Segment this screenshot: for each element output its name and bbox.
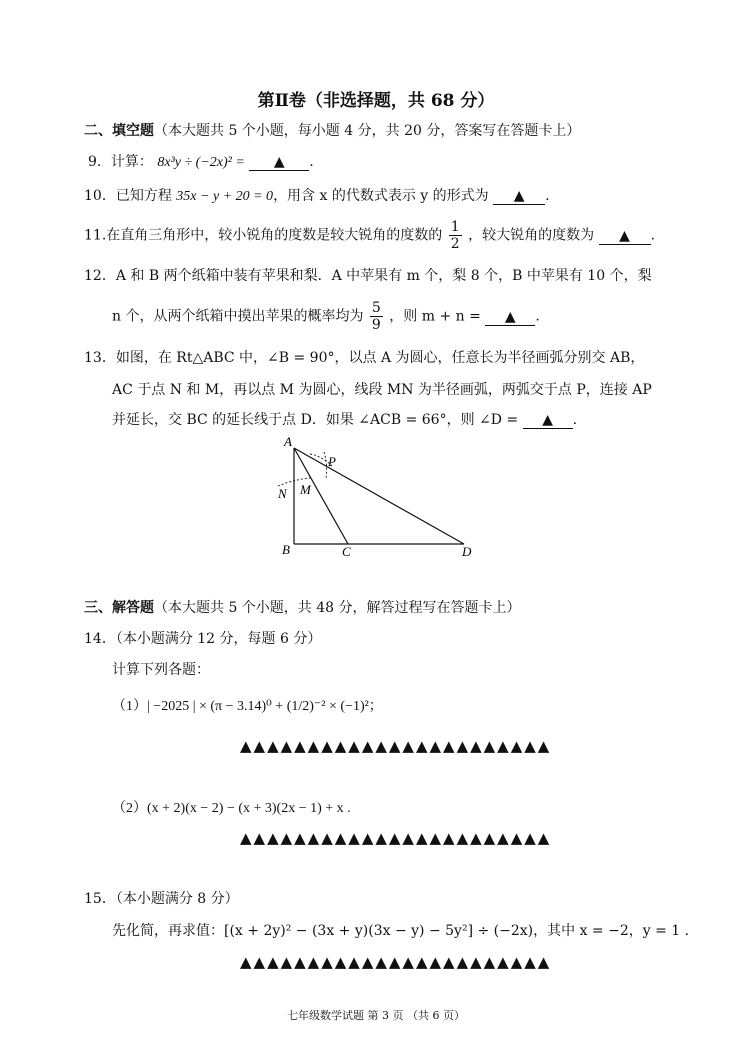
q12-period: . <box>535 308 540 325</box>
q11-number: 11. <box>84 227 107 244</box>
q11-fraction <box>449 219 462 252</box>
section3-heading: 三、解答题 <box>84 600 154 616</box>
section2-heading: 二、填空题 <box>84 123 154 139</box>
label-M: M <box>300 482 311 497</box>
label-D: D <box>462 544 472 559</box>
q13-answer-blank[interactable]: ▲ <box>523 412 573 429</box>
question-13-line1 <box>84 347 644 367</box>
label-P: P <box>328 454 336 469</box>
question-14-header <box>84 628 321 648</box>
section-title: 第Ⅱ卷（非选择题，共 68 分） <box>257 91 495 111</box>
q12-line2-mid: ，则 m + n = <box>389 308 481 325</box>
q15-answer-area[interactable]: ▲▲▲▲▲▲▲▲▲▲▲▲▲▲▲▲▲▲▲▲▲▲▲ <box>240 953 552 971</box>
label-A: A <box>284 434 292 449</box>
q14-intro: 计算下列各题： <box>112 662 210 678</box>
question-9 <box>88 151 314 171</box>
q13-number: 13． <box>84 350 116 366</box>
question-12-line1 <box>84 265 652 285</box>
q13-line3-pre: 并延长，交 BC 的延长线于点 D．如果 ∠ACB = 66°，则 ∠D = <box>112 412 519 428</box>
page-footer: 七年级数学试题 第 3 页 （共 6 页） <box>287 1009 465 1022</box>
question-10 <box>84 185 550 205</box>
q9-number: 9． <box>88 154 111 170</box>
q12-frac-denominator: 9 <box>371 317 381 333</box>
q15-text: 先化简，再求值：[(x + 2y)² − (3x + y)(3x − y) − 5y²] ÷ (−2x)，其中 x = −2，y = 1 . <box>112 923 690 939</box>
label-N: N <box>278 486 287 501</box>
section2-header <box>84 120 580 140</box>
q13-figure <box>270 432 490 562</box>
q10-mid: ，用含 x 的代数式表示 y 的形式为 <box>273 188 489 204</box>
q9-expression: 8x³y ÷ (−2x)² = <box>157 155 245 170</box>
q11-mid: ，较大锐角的度数为 <box>468 227 595 244</box>
q11-pre: 在直角三角形中，较小锐角的度数是较大锐角的度数的 <box>106 227 443 244</box>
q12-number: 12． <box>84 268 116 284</box>
q10-answer-blank[interactable]: ▲ <box>493 188 545 205</box>
q11-frac-numerator: 1 <box>450 219 460 235</box>
q13-line2: AC 于点 N 和 M，再以点 M 为圆心，线段 MN 为半径画弧，两弧交于点 P，连接 AP <box>112 382 652 398</box>
q10-number: 10． <box>84 188 116 204</box>
q13-period: . <box>572 412 578 428</box>
section3-note: （本大题共 5 个小题，共 48 分，解答过程写在答题卡上） <box>154 600 521 616</box>
q9-period: . <box>309 154 314 170</box>
question-13-line3 <box>112 409 577 429</box>
label-B: B <box>282 542 290 557</box>
q12-line2-pre: n 个，从两个纸箱中摸出苹果的概率均为 <box>112 308 364 325</box>
section2-note: （本大题共 5 个小题，每小题 4 分，共 20 分，答案写在答题卡上） <box>154 123 581 139</box>
q9-pre: 计算： <box>110 154 153 170</box>
q14-part2-answer-area[interactable]: ▲▲▲▲▲▲▲▲▲▲▲▲▲▲▲▲▲▲▲▲▲▲▲ <box>240 829 552 847</box>
question-15-header <box>84 888 239 908</box>
q12-frac-numerator: 5 <box>371 300 381 316</box>
q13-line1: 如图，在 Rt△ABC 中，∠B = 90°，以点 A 为圆心，任意长为半径画弧分别交 AB， <box>115 350 645 366</box>
q14-header: （本小题满分 12 分，每题 6 分） <box>115 631 322 647</box>
q12-line1: A 和 B 两个纸箱中装有苹果和梨．A 中苹果有 m 个，梨 8 个，B 中苹果有 10 个，梨 <box>115 268 652 284</box>
q14-part2: （2）(x + 2)(x − 2) − (x + 3)(2x − 1) + x . <box>112 801 351 816</box>
label-C: C <box>342 544 351 559</box>
q11-answer-blank[interactable]: ▲ <box>599 228 651 245</box>
q15-number: 15． <box>84 891 116 907</box>
segment-AD <box>294 448 464 544</box>
q10-equation: 35x − y + 20 = 0 <box>176 189 274 204</box>
q12-answer-blank[interactable]: ▲ <box>485 309 535 326</box>
q10-period: . <box>545 188 550 204</box>
q10-pre: 已知方程 <box>115 188 172 204</box>
question-11 <box>84 219 655 252</box>
q9-answer-blank[interactable]: ▲ <box>249 154 309 171</box>
question-12-line2 <box>112 300 540 333</box>
q15-header: （本小题满分 8 分） <box>115 891 239 907</box>
section3-header <box>84 597 521 617</box>
q14-number: 14． <box>84 631 116 647</box>
q14-part1: （1）| −2025 | × (π − 3.14)⁰ + (1/2)⁻² × (−1)²； <box>112 699 383 714</box>
q12-fraction <box>370 300 383 333</box>
q14-part1-answer-area[interactable]: ▲▲▲▲▲▲▲▲▲▲▲▲▲▲▲▲▲▲▲▲▲▲▲ <box>240 737 552 755</box>
q11-frac-denominator: 2 <box>450 236 460 252</box>
q11-period: . <box>650 227 655 244</box>
